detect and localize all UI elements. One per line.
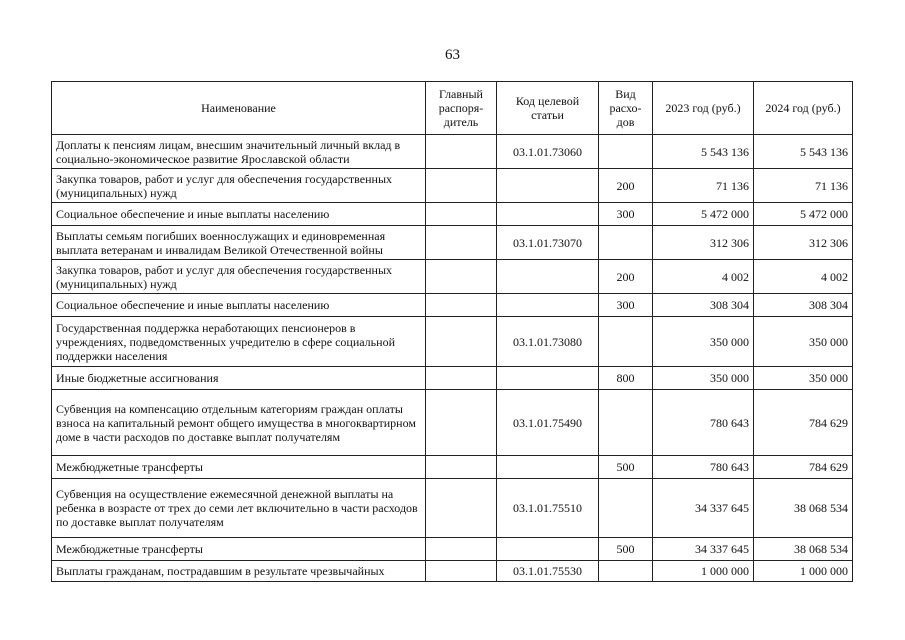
cell-manager (426, 317, 497, 367)
cell-code (497, 260, 599, 294)
cell-2023: 34 337 645 (653, 538, 754, 561)
table-row (52, 226, 853, 260)
cell-2023: 308 304 (653, 294, 754, 317)
cell-code (497, 538, 599, 561)
table-row (52, 169, 853, 203)
cell-2024: 5 543 136 (754, 135, 853, 169)
cell-2023: 312 306 (653, 226, 754, 260)
header-manager: Главный распоря-дитель (426, 82, 497, 135)
cell-code: 03.1.01.73060 (497, 135, 599, 169)
cell-2023: 780 643 (653, 390, 754, 456)
budget-table (51, 81, 853, 582)
cell-2024: 38 068 534 (754, 479, 853, 538)
cell-2023: 1 000 000 (653, 561, 754, 582)
table-row (52, 135, 853, 169)
cell-2023: 780 643 (653, 456, 754, 479)
cell-name: Субвенция на компенсацию отдельным категориям граждан оплаты взноса на капитальный ремонт общего имущества в многоквартирном доме в части расходов по доставке выплат получателям (52, 390, 426, 456)
cell-name: Иные бюджетные ассигнования (52, 367, 426, 390)
cell-type: 300 (599, 203, 653, 226)
header-2024: 2024 год (руб.) (754, 82, 853, 135)
cell-2024: 38 068 534 (754, 538, 853, 561)
cell-code (497, 367, 599, 390)
cell-manager (426, 135, 497, 169)
table-header-row (52, 82, 853, 135)
cell-code (497, 169, 599, 203)
cell-name: Социальное обеспечение и иные выплаты населению (52, 294, 426, 317)
cell-type (599, 135, 653, 169)
cell-type (599, 317, 653, 367)
table-row (52, 260, 853, 294)
cell-code (497, 456, 599, 479)
cell-manager (426, 169, 497, 203)
cell-type: 800 (599, 367, 653, 390)
cell-type: 500 (599, 456, 653, 479)
cell-2023: 5 472 000 (653, 203, 754, 226)
cell-manager (426, 260, 497, 294)
cell-2024: 784 629 (754, 390, 853, 456)
cell-name: Межбюджетные трансферты (52, 538, 426, 561)
cell-type (599, 561, 653, 582)
cell-type (599, 226, 653, 260)
cell-2024: 312 306 (754, 226, 853, 260)
cell-type: 300 (599, 294, 653, 317)
cell-2024: 350 000 (754, 367, 853, 390)
cell-name: Закупка товаров, работ и услуг для обеспечения государственных (муниципальных) нужд (52, 260, 426, 294)
cell-code (497, 294, 599, 317)
table-body (52, 135, 853, 582)
cell-name: Доплаты к пенсиям лицам, внесшим значительный личный вклад в социально-экономическое развитие Ярославской области (52, 135, 426, 169)
cell-name: Закупка товаров, работ и услуг для обеспечения государственных (муниципальных) нужд (52, 169, 426, 203)
cell-manager (426, 538, 497, 561)
cell-2024: 308 304 (754, 294, 853, 317)
cell-manager (426, 226, 497, 260)
cell-manager (426, 390, 497, 456)
cell-name: Выплаты семьям погибших военнослужащих и единовременная выплата ветеранам и инвалидам Великой Отечественной войны (52, 226, 426, 260)
cell-code: 03.1.01.73080 (497, 317, 599, 367)
cell-code: 03.1.01.75490 (497, 390, 599, 456)
cell-type: 200 (599, 260, 653, 294)
cell-2023: 34 337 645 (653, 479, 754, 538)
cell-code (497, 203, 599, 226)
cell-2023: 71 136 (653, 169, 754, 203)
cell-manager (426, 479, 497, 538)
cell-2024: 4 002 (754, 260, 853, 294)
table-row (52, 538, 853, 561)
cell-2024: 1 000 000 (754, 561, 853, 582)
table-row (52, 390, 853, 456)
cell-2024: 71 136 (754, 169, 853, 203)
cell-name: Выплаты гражданам, пострадавшим в результате чрезвычайных (52, 561, 426, 582)
table-row (52, 317, 853, 367)
table-row (52, 456, 853, 479)
header-type: Вид расхо-дов (599, 82, 653, 135)
cell-name: Социальное обеспечение и иные выплаты населению (52, 203, 426, 226)
cell-2023: 350 000 (653, 367, 754, 390)
header-code: Код целевой статьи (497, 82, 599, 135)
cell-manager (426, 456, 497, 479)
cell-manager (426, 203, 497, 226)
cell-type (599, 479, 653, 538)
cell-2023: 350 000 (653, 317, 754, 367)
header-2023: 2023 год (руб.) (653, 82, 754, 135)
cell-name: Межбюджетные трансферты (52, 456, 426, 479)
cell-manager (426, 294, 497, 317)
cell-name: Субвенция на осуществление ежемесячной денежной выплаты на ребенка в возрасте от трех до семи лет включительно в части расходов по доставке выплат получателям (52, 479, 426, 538)
cell-2024: 350 000 (754, 317, 853, 367)
page-number: 63 (445, 47, 460, 63)
header-name: Наименование (52, 82, 426, 135)
cell-type: 500 (599, 538, 653, 561)
cell-2023: 5 543 136 (653, 135, 754, 169)
table-row (52, 203, 853, 226)
cell-2024: 5 472 000 (754, 203, 853, 226)
cell-manager (426, 367, 497, 390)
cell-2024: 784 629 (754, 456, 853, 479)
cell-code: 03.1.01.75510 (497, 479, 599, 538)
cell-code: 03.1.01.75530 (497, 561, 599, 582)
table-row (52, 294, 853, 317)
cell-2023: 4 002 (653, 260, 754, 294)
cell-manager (426, 561, 497, 582)
table-row (52, 479, 853, 538)
cell-type (599, 390, 653, 456)
cell-name: Государственная поддержка неработающих пенсионеров в учреждениях, подведомственных учредителю в сфере социальной поддержки населения (52, 317, 426, 367)
table-row (52, 561, 853, 582)
cell-code: 03.1.01.73070 (497, 226, 599, 260)
cell-type: 200 (599, 169, 653, 203)
table-row (52, 367, 853, 390)
